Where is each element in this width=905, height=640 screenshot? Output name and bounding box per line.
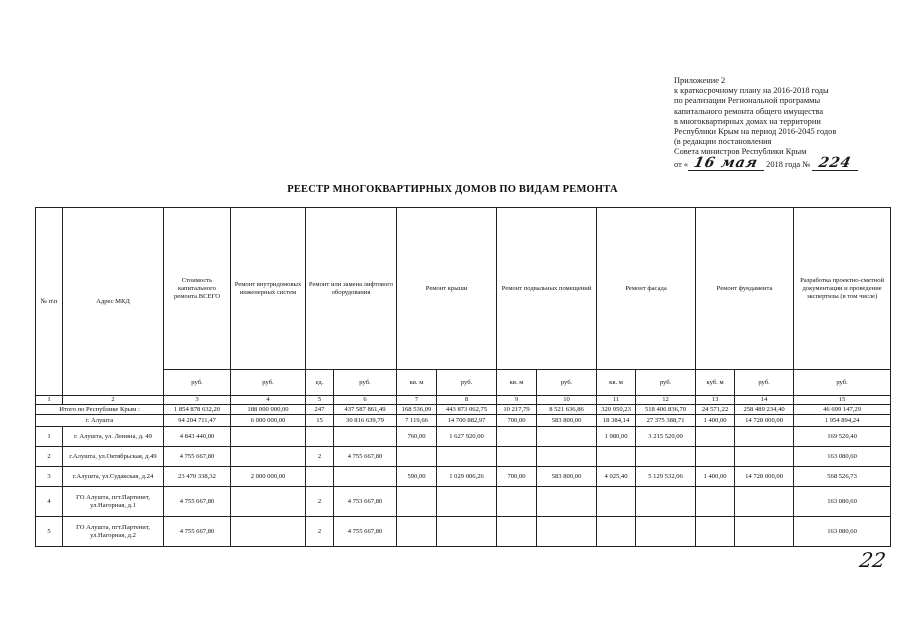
row-cell <box>636 517 696 547</box>
row-cell: 169 520,40 <box>794 427 891 447</box>
city-cell: 30 816 639,79 <box>334 415 397 427</box>
col-number: 12 <box>636 396 696 405</box>
row-cell: 568 526,73 <box>794 467 891 487</box>
row-cell <box>497 517 537 547</box>
row-num: 2 <box>36 447 63 467</box>
table-row <box>36 467 891 487</box>
row-address: г.Алушта, ул.Судакская, д.24 <box>63 467 164 487</box>
row-cell <box>696 517 735 547</box>
row-cell <box>497 487 537 517</box>
col-number: 3 <box>164 396 231 405</box>
col-number: 13 <box>696 396 735 405</box>
row-cell <box>735 427 794 447</box>
row-cell <box>397 517 437 547</box>
row-cell <box>597 447 636 467</box>
total-cell: 518 406 836,70 <box>636 405 696 415</box>
header-roof: Ремонт крыши <box>397 208 497 370</box>
annex-line: к краткосрочному плану на 2016-2018 годы <box>674 86 829 96</box>
row-cell <box>306 427 334 447</box>
row-cell <box>735 447 794 467</box>
total-cell: 168 536,09 <box>397 405 437 415</box>
unit-cell: руб. <box>334 370 397 396</box>
total-cell: 437 587 861,49 <box>334 405 397 415</box>
col-number: 14 <box>735 396 794 405</box>
row-cell: 1 980,00 <box>597 427 636 447</box>
row-cell: 1 400,00 <box>696 467 735 487</box>
column-number-row <box>36 396 891 405</box>
unit-cell: руб. <box>794 370 891 396</box>
total-cell: 247 <box>306 405 334 415</box>
row-cell: 163 080,60 <box>794 487 891 517</box>
city-row <box>36 415 891 427</box>
row-cell <box>636 447 696 467</box>
total-cell: 188 000 000,00 <box>231 405 306 415</box>
row-cell: 4 025,40 <box>597 467 636 487</box>
row-cell <box>231 487 306 517</box>
row-cell: 590,00 <box>397 467 437 487</box>
units-row <box>36 370 891 396</box>
register-table <box>35 207 891 547</box>
row-cell: 4 755 667,80 <box>164 447 231 467</box>
table-row <box>36 447 891 467</box>
row-cell <box>497 447 537 467</box>
annex-year-text: 2018 года № <box>766 159 811 169</box>
city-cell: 14 700 882,97 <box>437 415 497 427</box>
col-number: 2 <box>63 396 164 405</box>
row-cell <box>537 447 597 467</box>
row-cell <box>397 487 437 517</box>
annex-line: в многоквартирных домах на территории <box>674 116 821 126</box>
header-foundation: Ремонт фундамента <box>696 208 794 370</box>
row-cell: 163 080,60 <box>794 517 891 547</box>
handwritten-date: 16 мая <box>688 158 764 171</box>
city-cell: 700,00 <box>497 415 537 427</box>
table-row <box>36 487 891 517</box>
annex-line: по реализации Региональной программы <box>674 96 821 106</box>
header-design: Разработка проектно-сметной документации и проведение экспертизы (в том числе) <box>794 208 891 370</box>
header-num: № п\п <box>36 208 63 396</box>
row-cell: 4 755 667,80 <box>164 487 231 517</box>
col-number: 1 <box>36 396 63 405</box>
row-cell <box>334 467 397 487</box>
col-number: 4 <box>231 396 306 405</box>
row-cell: 4 753 667,80 <box>334 487 397 517</box>
annex-date-line <box>674 154 898 171</box>
row-cell <box>696 487 735 517</box>
row-cell: 4 755 667,80 <box>334 517 397 547</box>
row-address: ГО Алушта, пгт.Партенит, ул.Нагорная, д.1 <box>63 487 164 517</box>
header-address: Адрес МКД <box>63 208 164 396</box>
row-num: 5 <box>36 517 63 547</box>
unit-cell: руб. <box>231 370 306 396</box>
row-cell <box>437 517 497 547</box>
col-number: 6 <box>334 396 397 405</box>
row-cell <box>231 447 306 467</box>
row-cell <box>231 517 306 547</box>
header-elevator: Ремонт или замена лифтового оборудования <box>306 208 397 370</box>
page-number: 22 <box>857 548 888 572</box>
row-cell: 1 029 006,26 <box>437 467 497 487</box>
row-cell <box>231 427 306 447</box>
row-cell <box>735 517 794 547</box>
row-address: ГО Алушта, пгт.Партенит, ул.Нагорная, д.2 <box>63 517 164 547</box>
row-cell: 2 <box>306 447 334 467</box>
city-cell: 15 <box>306 415 334 427</box>
unit-cell: руб. <box>735 370 794 396</box>
col-number: 11 <box>597 396 636 405</box>
page-title: РЕЕСТР МНОГОКВАРТИРНЫХ ДОМОВ ПО ВИДАМ РЕМОНТА <box>287 184 618 195</box>
total-cell: 320 950,23 <box>597 405 636 415</box>
row-num: 4 <box>36 487 63 517</box>
col-number: 5 <box>306 396 334 405</box>
unit-cell: руб. <box>437 370 497 396</box>
unit-cell: руб. <box>164 370 231 396</box>
row-cell <box>537 517 597 547</box>
unit-cell: кв. м <box>497 370 537 396</box>
city-cell: 18 384,14 <box>597 415 636 427</box>
city-label: г. Алушта <box>36 415 164 427</box>
row-cell <box>597 487 636 517</box>
col-number: 9 <box>497 396 537 405</box>
row-cell: 5 129 532,06 <box>636 467 696 487</box>
row-address: г. Алушта, ул. Ленина, д. 49 <box>63 427 164 447</box>
annex-line: Республики Крым на период 2016-2045 годов <box>674 127 837 137</box>
row-cell: 23 470 338,32 <box>164 467 231 487</box>
row-cell <box>636 487 696 517</box>
handwritten-number: 224 <box>812 158 858 171</box>
total-cell: 258 489 234,40 <box>735 405 794 415</box>
unit-cell: ед. <box>306 370 334 396</box>
annex-line: Совета министров Республики Крым <box>674 147 807 157</box>
row-cell <box>696 447 735 467</box>
annex-line: Приложение 2 <box>674 76 726 85</box>
col-number: 10 <box>537 396 597 405</box>
row-address: г.Алушта, ул.Октябрьская, д.49 <box>63 447 164 467</box>
total-cell: 46 699 147,29 <box>794 405 891 415</box>
total-cell: 443 873 062,75 <box>437 405 497 415</box>
city-cell: 94 204 711,47 <box>164 415 231 427</box>
row-cell <box>497 427 537 447</box>
row-cell <box>437 447 497 467</box>
row-cell <box>597 517 636 547</box>
city-cell: 27 375 388,71 <box>636 415 696 427</box>
row-cell <box>334 427 397 447</box>
header-total-cost: Стоимость капитального ремонта ВСЕГО <box>164 208 231 370</box>
col-number: 7 <box>397 396 437 405</box>
row-num: 3 <box>36 467 63 487</box>
row-cell: 4 755 667,80 <box>334 447 397 467</box>
table-row <box>36 517 891 547</box>
city-cell: 583 800,00 <box>537 415 597 427</box>
row-cell: 2 000 000,00 <box>231 467 306 487</box>
row-cell: 760,00 <box>397 427 437 447</box>
total-label: Итого по Республике Крым : <box>36 405 164 415</box>
total-cell: 1 854 878 632,20 <box>164 405 231 415</box>
row-num: 1 <box>36 427 63 447</box>
city-cell: 14 728 000,00 <box>735 415 794 427</box>
total-cell: 8 521 636,86 <box>537 405 597 415</box>
total-row <box>36 405 891 415</box>
row-cell <box>397 447 437 467</box>
total-cell: 10 217,79 <box>497 405 537 415</box>
row-cell: 14 728 000,00 <box>735 467 794 487</box>
header-engineering: Ремонт внутридомовых инженерных систем <box>231 208 306 370</box>
annex-from-prefix: от « <box>674 159 689 169</box>
row-cell <box>537 487 597 517</box>
city-cell: 1 954 894,24 <box>794 415 891 427</box>
col-number: 15 <box>794 396 891 405</box>
unit-cell: куб. м <box>696 370 735 396</box>
table-row <box>36 427 891 447</box>
row-cell: 3 215 520,00 <box>636 427 696 447</box>
col-number: 8 <box>437 396 497 405</box>
annex-block <box>674 76 898 171</box>
row-cell: 2 <box>306 517 334 547</box>
header-basement: Ремонт подвальных помещений <box>497 208 597 370</box>
unit-cell: кв. м <box>597 370 636 396</box>
unit-cell: руб. <box>636 370 696 396</box>
row-cell <box>437 487 497 517</box>
row-cell: 4 755 667,80 <box>164 517 231 547</box>
row-cell: 700,00 <box>497 467 537 487</box>
row-cell <box>696 427 735 447</box>
row-cell: 163 080,60 <box>794 447 891 467</box>
row-cell: 2 <box>306 487 334 517</box>
total-cell: 24 571,22 <box>696 405 735 415</box>
row-cell: 4 843 440,00 <box>164 427 231 447</box>
header-row <box>36 208 891 370</box>
unit-cell: руб. <box>537 370 597 396</box>
header-facade: Ремонт фасада <box>597 208 696 370</box>
unit-cell: кв. м <box>397 370 437 396</box>
annex-line: капитального ремонта общего имущества <box>674 106 824 116</box>
row-cell <box>735 487 794 517</box>
city-cell: 1 400,00 <box>696 415 735 427</box>
row-cell <box>306 467 334 487</box>
city-cell: 6 000 000,00 <box>231 415 306 427</box>
annex-line: (в редакции постановления <box>674 137 772 147</box>
row-cell <box>537 427 597 447</box>
row-cell: 1 627 920,00 <box>437 427 497 447</box>
row-cell: 583 800,00 <box>537 467 597 487</box>
city-cell: 7 119,66 <box>397 415 437 427</box>
